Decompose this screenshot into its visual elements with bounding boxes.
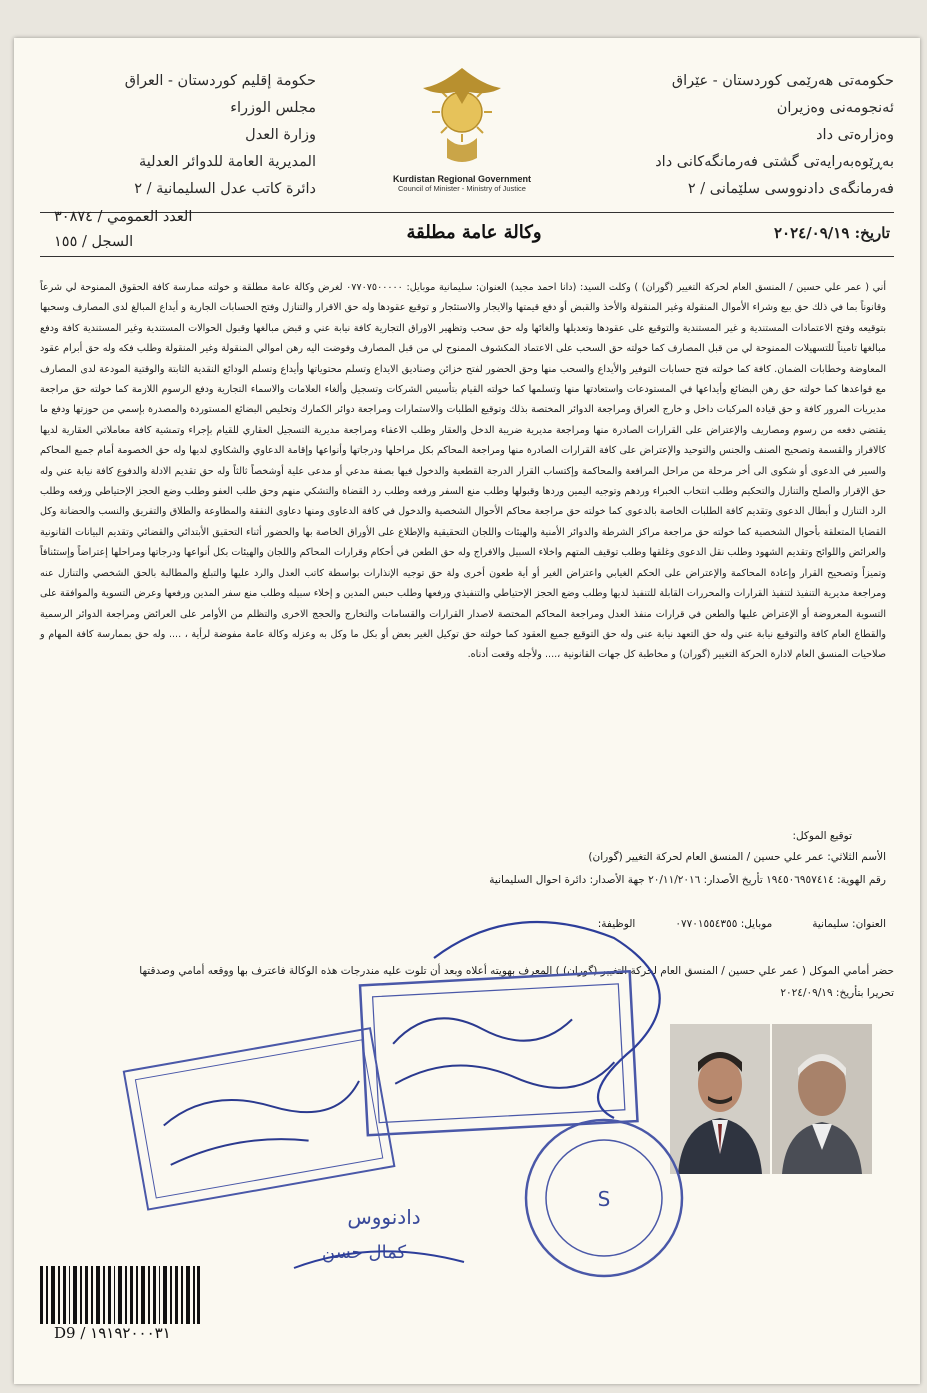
principal-full-name: الأسم الثلاثي: عمر علي حسين / المنسق العام لحركة التغيير (گوران) [588, 851, 886, 863]
notary-name: كمال حسن [321, 1242, 407, 1263]
principal-occupation: الوظيفة: [597, 918, 636, 930]
document-serial-number: D9 / ١٩١٩٢٠٠٠٣١ [54, 1324, 171, 1342]
principal-signature-stroke [434, 922, 660, 1118]
notary-label: دادنووس [347, 1205, 421, 1229]
krg-ministry-name: Council of Minister - Ministry of Justice [398, 184, 526, 193]
principal-id-details: رقم الهوية: ١٩٤٥٠٦٩٥٧٤١٤ تأريخ الأصدار: ٢٠/١١/٢٠١٦ جهة الأصدار: دائرة احوال السليمانية [489, 874, 886, 886]
header-kurdish-line4: بەڕێوەبەرایەتی گشتی فەرمانگەکانی داد [655, 154, 894, 170]
general-number: العدد العمومي / ٣٠٨٧٤ [54, 209, 193, 225]
document-date: تاريخ: ٢٠٢٤/٠٩/١٩ [773, 224, 890, 242]
header-arabic-line3: وزارة العدل [245, 127, 316, 143]
krg-org-name: Kurdistan Regional Government [392, 174, 532, 184]
document-title: وكالة عامة مطلقة [406, 222, 542, 243]
acknowledgement-date: تحريرا بتأريخ: ٢٠٢٤/٠٩/١٩ [780, 987, 894, 999]
document-barcode [40, 1266, 200, 1324]
header-kurdish-line1: حکومەتی هەرێمی کوردستان - عێراق [671, 73, 894, 89]
header-kurdish-line2: ئەنجومەنی وەزیران [776, 100, 894, 116]
header-arabic-line4: المديرية العامة للدوائر العدلية [138, 154, 316, 170]
principal-signature-label: توقيع الموكل: [792, 830, 852, 842]
register-number: السجل / ١٥٥ [54, 234, 134, 250]
header-arabic-line2: مجلس الوزراء [230, 100, 316, 116]
acknowledgement-text: حضر أمامي الموكل ( عمر علي حسين / المنسق العام لحركة التغيير (گوران) ) المعرف بهويته أعلاه وبعد أن تلوت عليه مندرجات هذه الوكالة فاعترف بها ووقعه أمامي وصدقتها [139, 965, 894, 977]
power-of-attorney-body: أني ( عمر علي حسين / المنسق العام لحركة التغيير (گوران) ) وكلت السيد: (دانا احمد مجيد) العنوان: سليمانية موبايل: ٠٧٧٠٧٥٠٠٠٠٠ لغرض وكالة عامة مطلقة و خولته ممارسة كافة الحقوق الممنوحة لي شرعاً وقانوناً بما في ذلك حق بيع وشراء الأموال المنقولة وغير المنقولة والأخذ والقبض أو دفع قيمتها والايجار والاستئجار و توقيع عقودها وله حق الاقرار والتنازل وفتح الحسابات الجارية و أيداع المبالغ لدى المصارف وسحبها بتوقيعه وفتح الاعتمادات المستندية و غير المستندية والتوقيع على عقودها وتعديلها والغائها وله حق سحب وتظهير الاوراق التجارية كافة نيابة عني و قبض مبالغها وقبول الحوالات المستندية وغير المستندية كافة ودفع مبالغها تاميناً للتسهيلات الممنوحة لي من قبل المصارف كما خولته حق السحب على الاعتماد المكشوف الممنوح لي من قبل المصارف وفوضت اليه رهن اموالي المنقولة وغير المنقولة وطلب فكه وله حق أبرام عقود المعاوضة وخطابات الضمان. كافة كما خولته فتح حسابات التوفير والأيداع والسحب منها وحق الحضور لفتح خزائن وصناديق الايداع وتسلم محتوياتها وأيداع وتسلم الودائع النقدية الثابتة والوقتية المودعة لدى المصارف مع قواعدها كما خولته حق رهن البضائع وأيداعها في المستودعات واستعادتها منها وتسلمها كما خولته القيام بتأسيس الشركات وتسجيل وألغاء العلامات والاسماء التجارية ودفع الرسوم اللازمة كما خولته حق مراجعة مديريات المرور كافة و حق قيادة المركبات داخل و خارج العراق ومراجعة الدوائر المختصة بذلك وتوقيع الطلبات والاستمارات ومراجعة دوائر الكمارك وتخليص البضائع المستوردة والمصدرة بإسمي من حوزتها ودفع ما يقتضي دفعه من رسوم ومصاريف والإعتراض على القرارات الصادرة منها ومراجعة مديرية ضريبة الدخل والعقار وطلب الاعفاء ومراجعة مديرية التسجيل العقاري للقيام بإجراء وتمشية كافة معاملاتي العقارية لديها كالافراز والقسمة وتصحيح الصنف والجنس والتوحيد والإعتراض على كافة القرارات الصادرة منها ومراجعة المحاكم بكل مراحلها ودرجاتها وأنواعها وإقامة الدعاوي والشكاوي لديها وله حق الخصومة أمام جميع المحاكم والسير في الدعوى أو شكوى الى أخر مرحلة من مراحل المرافعة والمحاكمة وإكتساب القرار الدرجة القطعية والدخول فيها بصفة مدعي أو مدعى علية أوشخصاً ثالثاً وله حق تقديم الادلة والدفوع كافة نيابة عني وله حق الإقرار والصلح والتنازل والتحكيم وطلب انتخاب الخبراء وردهم وتوجيه اليمين وردها وقبولها وطلب منع السفر ورفعه وطلب رد القضاة والتشكي منهم وحق طلب العفو وطلب وضع الحجز الإحتياطي ورفعه وطلب الرد التنازل و أبطال الدعوى وتقديم كافة الطلبات الخاصة بالدعوى كما خولته حق مراجعة محاكم الأحوال الشخصية والدخول في كافة الدعاوى ومنها دعاوى النفقة والمطاوعة والطلاق والتفريق والنسب والحضانة وكل القضايا المتعلقة بأحوال الشخصية كما خولته حق مراجعة مراكز الشرطة والدوائر الأمنية والهيئات واللجان التحقيقية والإطلاع على الأوراق الخاصة بها والحضور أثناء التحقيق الأبتدائي والقضائي وتقديم البيانات القانونية والعرائض واللوائح وتقديم الشهود وطلب نقل الدعوى وغلقها وطلب توقيف المتهم واخلاء السبيل والافراج وله حق الطعن في أحكام وقرارات المحاكم واللجان والهيئات بكل أنواعها ودرجاتها ومراحلها إعتراضاً وإستئنافاً وتميزاً وتصحيح القرار وإعادة المحاكمة والإعتراض على الحكم الغيابي واعتراض الغير أو أية طعون أخرى ولة حق توجيه الإنذارات بواسطة كاتب العدل والرد عليها والتبلغ والمطالبة بالحق الشخصي والتنازل عنه ومراجعة مديرية التنفيذ لتنفيذ القرارات والمحررات القابلة للتنفيذ لديها وطلب وضع الحجز الإحتياطي والتنفيذي ورفعها وطلب حبس المدين و إخلاء سبيله وطلب منع سفر المدين ورفعها وعرض التسوية والموافقة على التسوية المعروضة أو الإعتراض عليها والطعن في قرارات منفذ العدل ومراجعة المحاكم المختصة لاصدار القرارات والقسامات والتخارج والحجج الاخرى والتظلم من الأوامر على العرائض ومراجعة الدوائر الرسمية والقطاع العام كافة والتوقيع نيابة عني وله حق التعهد نيابة عنى وله حق التوقيع جميع العقود كما خولته حق توكيل الغير بعض أو بكل ما وكل به وعزله وكالة عامة مفوضة لرأية ، .... وله حق بممارسة كافة المهام و صلاحيات المنسق العام لادارة الحركة التغيير (گوران) و مخاطبة كل جهات القانونية ،.... ولأجله وقعت أدناه. [40, 282, 886, 661]
round-stamp-letter: S [597, 1187, 611, 1211]
document-page [14, 38, 920, 1384]
header-arabic-line1: حكومة إقليم كوردستان - العراق [124, 73, 316, 89]
header-kurdish-line3: وەزارەتی داد [816, 127, 894, 143]
left-department-stamp [124, 1028, 395, 1209]
principal-mobile: موبايل: ٠٧٧٠١٥٥٤٣٥٥ [675, 918, 773, 930]
round-official-stamp [526, 1120, 682, 1276]
stamps-and-signatures [14, 38, 920, 1384]
principal-address: العنوان: سليمانية [812, 918, 886, 930]
rectangular-notary-stamp [360, 971, 637, 1135]
header-arabic-line5: دائرة كاتب عدل السليمانية / ٢ [134, 181, 316, 197]
header-kurdish-line5: فەرمانگەی دادنووسی سلێمانی / ٢ [687, 181, 894, 197]
